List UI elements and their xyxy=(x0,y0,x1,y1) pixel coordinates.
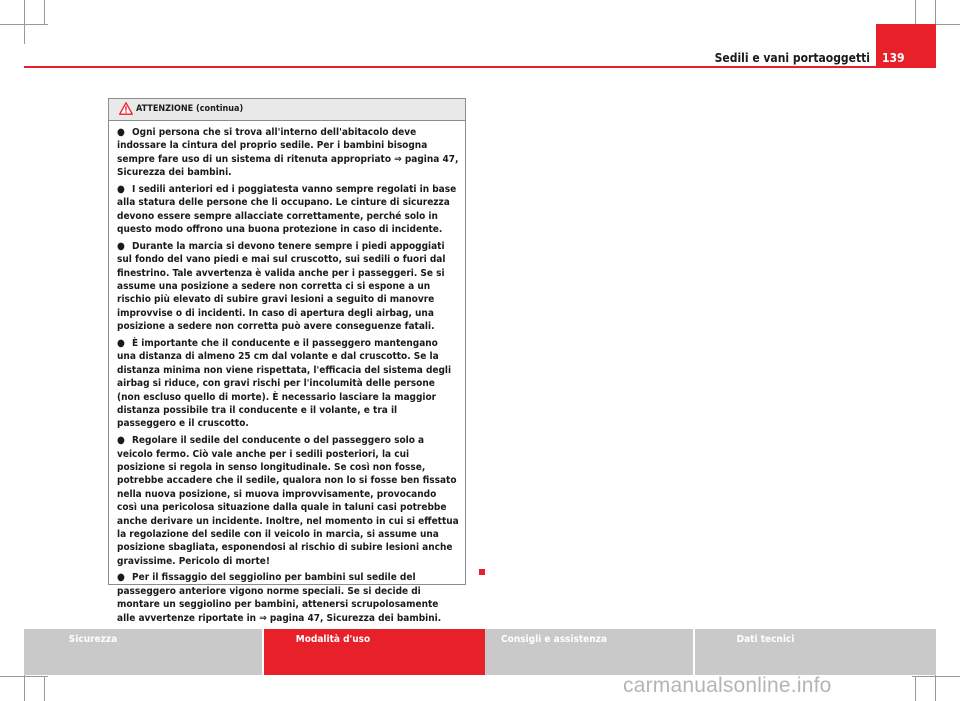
crop-mark xyxy=(915,676,916,701)
bullet-icon: ● xyxy=(117,127,125,138)
footer-tab-modalita-duso[interactable]: Modalità d'uso xyxy=(264,629,502,675)
warning-triangle-icon xyxy=(119,102,133,115)
crop-mark xyxy=(0,24,48,25)
warning-item: ● È importante che il conducente e il passeggero mantengano una distanza di almeno 25 cm dal volante e dal cruscotto. Se la distanza minima non viene rispettata, l'efficacia del sistema degli airbag si riduce, con gravi rischi per l'incolumità delle persone (non escluso quello di morte). È necessario lasciare la maggior distanza possibile tra il conducente e il volante, e tra il passeggero e il cruscotto. xyxy=(117,337,452,430)
footer-tab-consigli-e-assistenza[interactable]: Consigli e assistenza xyxy=(485,629,723,675)
footer-tab-dati-tecnici[interactable]: Dati tecnici xyxy=(695,629,936,675)
warning-box xyxy=(108,98,466,624)
bullet-icon: ● xyxy=(117,435,125,447)
bullet-icon: ● xyxy=(117,183,125,195)
section-title: Sedili e vani portaoggetti xyxy=(714,51,870,65)
footer-tab-sicurezza[interactable]: Sicurezza xyxy=(24,629,262,675)
crop-mark xyxy=(24,0,25,44)
warning-item: ● Regolare il sedile del conducente o del passeggero solo a veicolo fermo. Ciò vale anche per i sedili posteriori, la cui posizione si regola in senso longitudinale. Se così non fosse, potrebbe accadere che il sedile, qualora non lo si fosse ben fissato nella nuova posizione, si muova improvvisamente, provocando così una pericolosa situazione dalla quale in taluni casi potrebbe anche derivare un incidente. Inoltre, nel momento in cui si effettua la regolazione del sedile con il veicolo in marcia, si assume una posizione sbagliata, esponendosi al rischio di subire lesioni anche gravissime. Pericolo di morte! xyxy=(117,435,459,567)
crop-mark xyxy=(44,0,45,24)
warning-body xyxy=(109,121,465,625)
header-rule xyxy=(24,66,936,68)
section-end-marker xyxy=(479,569,485,575)
warning-item: ● Per il fissaggio del seggiolino per bambini sul sedile del passeggero anteriore vigono norme speciali. Se si decide di montare un seggiolino per bambini, attenersi scrupolosamente alle avvertenze riportate in ⇒ pagina 47, Sicurezza dei bambini. xyxy=(117,572,442,624)
crop-mark xyxy=(44,676,45,701)
warning-header xyxy=(109,99,465,121)
crop-mark xyxy=(0,676,48,677)
warning-item: ● Ogni persona che si trova all'interno dell'abitacolo deve indossare la cintura del proprio sedile. Per i bambini bisogna sempre fare uso di un sistema di ritenuta appropriato ⇒ pagina 47, Sicurezza dei bambini. xyxy=(117,127,459,179)
warning-title: ATTENZIONE (continua) xyxy=(136,104,244,114)
watermark: carmanualsonline.info xyxy=(623,674,832,697)
page-number: 139 xyxy=(882,51,905,65)
crop-mark xyxy=(915,0,916,24)
page-number-tab xyxy=(876,24,936,68)
warning-item: ● Durante la marcia si devono tenere sempre i piedi appoggiati sul fondo del vano piedi e mai sul cruscotto, sui sedili o fuori dal finestrino. Tale avvertenza è valida anche per i passeggeri. Se si assume una posizione a sedere non corretta ci si espone a un rischio più elevato di subire gravi lesioni a seguito di manovre improvvise o di incidenti. In caso di apertura degli airbag, una posizione a sedere non corretta può avere conseguenze fatali. xyxy=(117,240,446,333)
bullet-icon: ● xyxy=(117,337,125,349)
warning-item: ● I sedili anteriori ed i poggiatesta vanno sempre regolati in base alla statura delle persone che li occupano. Le cinture di sicurezza devono essere sempre allacciate correttamente, perché solo in questo modo offrono una buona protezione in caso di incidente. xyxy=(117,183,457,236)
crop-mark xyxy=(912,676,960,677)
bullet-icon: ● xyxy=(117,240,125,252)
bullet-icon: ● xyxy=(117,572,125,584)
